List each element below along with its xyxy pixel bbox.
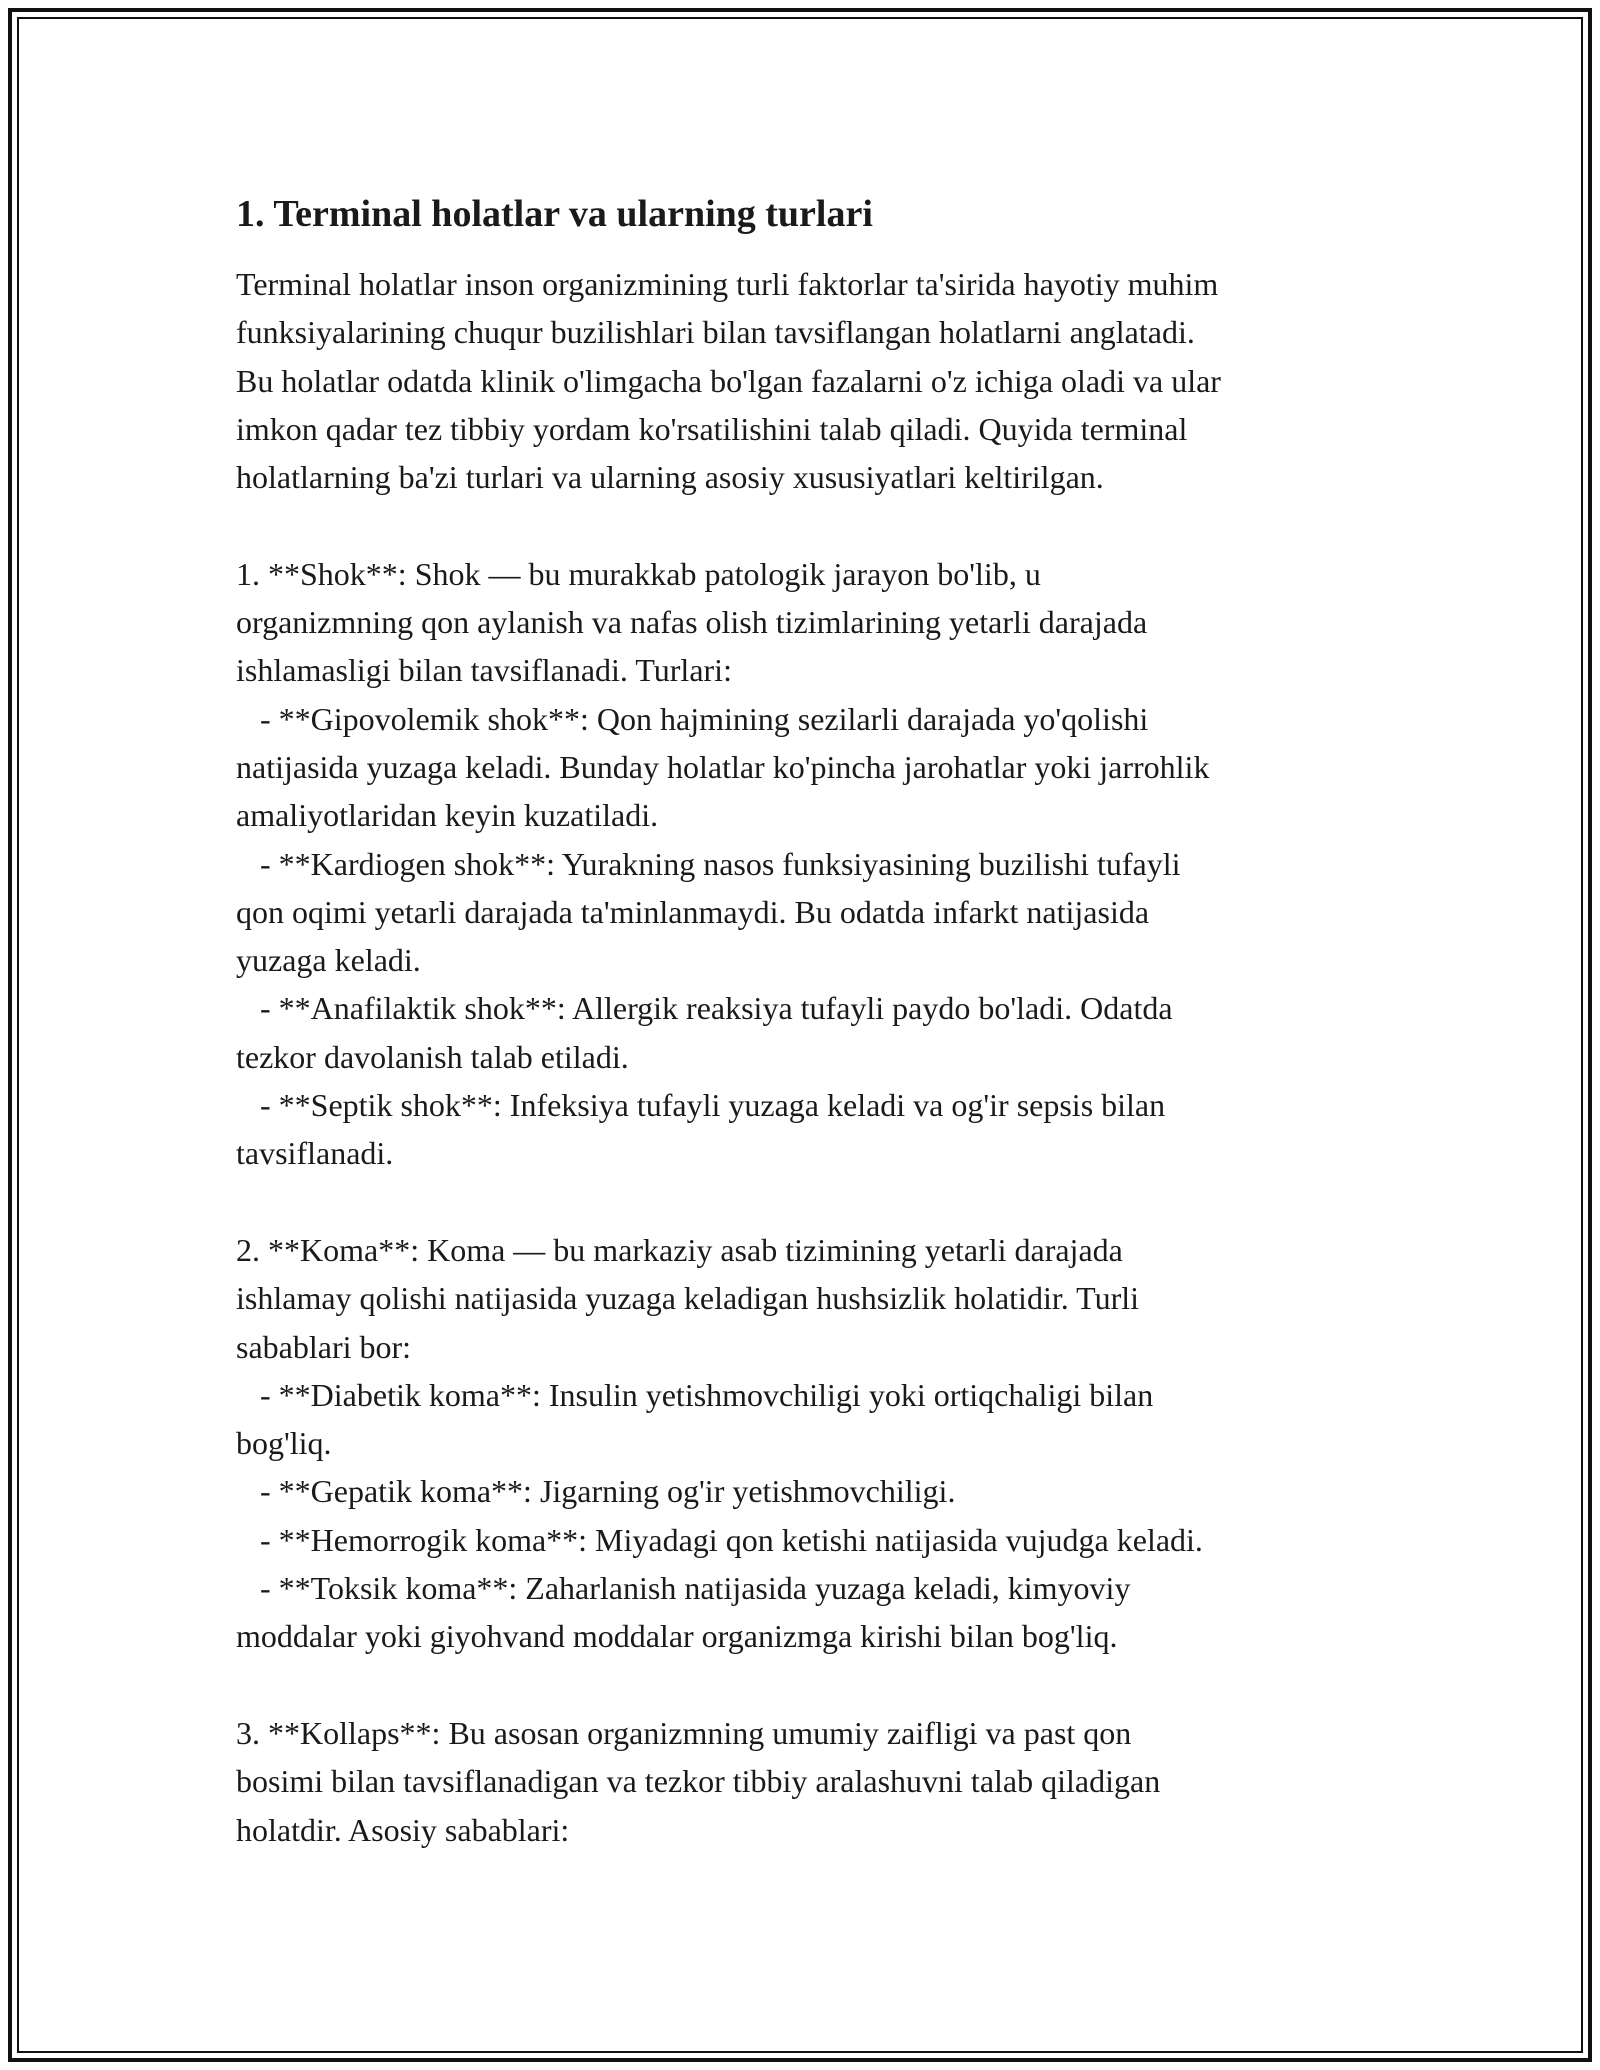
section-koma: 2. **Koma**: Koma — bu markaziy asab tizimining yetarli darajada ishlamay qolishi natijasida yuzaga keladigan hushsizlik holatidir. Turli sabablari bor: - **Diabetik koma**: Insulin yetishmovchiligi yoki ortiqchaligi bilan bog'liq. - **Gepatik koma**: Jigarning og'ir yetishmovchiligi. - **Hemorrogik koma**: Miyadagi qon ketishi natijasida vujudga keladi. - **Toksik koma**: Zaharlanish natijasida yuzaga keladi, kimyoviy moddalar yoki giyohvand moddalar organizmga kirishi bilan bog'liq. xyxy=(236,1231,1203,1655)
section-shok: 1. **Shok**: Shok — bu murakkab patologik jarayon bo'lib, u organizmning qon aylanish va nafas olish tizimlarining yetarli darajada ishlamasligi bilan tavsiflanadi. Turlari: - **Gipovolemik shok**: Qon hajmining sezilarli darajada yo'qolishi natijasida yuzaga keladi. Bunday holatlar ko'pincha jarohatlar yoki jarrohlik amaliyotlaridan keyin kuzatiladi. - **Kardiogen shok**: Yurakning nasos funksiyasining buzilishi tufayli qon oqimi yetarli darajada ta'minlanmaydi. Bu odatda infarkt natijasida yuzaga keladi. - **Anafilaktik shok**: Allergik reaksiya tufayli paydo bo'ladi. Odatda tezkor davolanish talab etiladi. - **Septik shok**: Infeksiya tufayli yuzaga keladi va og'ir sepsis bilan tavsiflanadi. xyxy=(236,555,1210,1172)
intro-paragraph: Terminal holatlar inson organizmining turli faktorlar ta'sirida hayotiy muhim funksiyalarining chuqur buzilishlari bilan tavsiflangan holatlarni anglatadi. Bu holatlar odatda klinik o'limgacha bo'lgan fazalarni o'z ichiga oladi va ular imkon qadar tez tibbiy yordam ko'rsatilishini talab qiladi. Quyida terminal holatlarning ba'zi turlari va ularning asosiy xususiyatlari keltirilgan. xyxy=(236,266,1221,496)
document-body xyxy=(236,186,1396,1854)
section-kollaps: 3. **Kollaps**: Bu asosan organizmning umumiy zaifligi va past qon bosimi bilan tavsiflanadigan va tezkor tibbiy aralashuvni talab qiladigan holatdir. Asosiy sabablari: xyxy=(236,1714,1161,1848)
document-title: 1. Terminal holatlar va ularning turlari xyxy=(236,193,873,235)
